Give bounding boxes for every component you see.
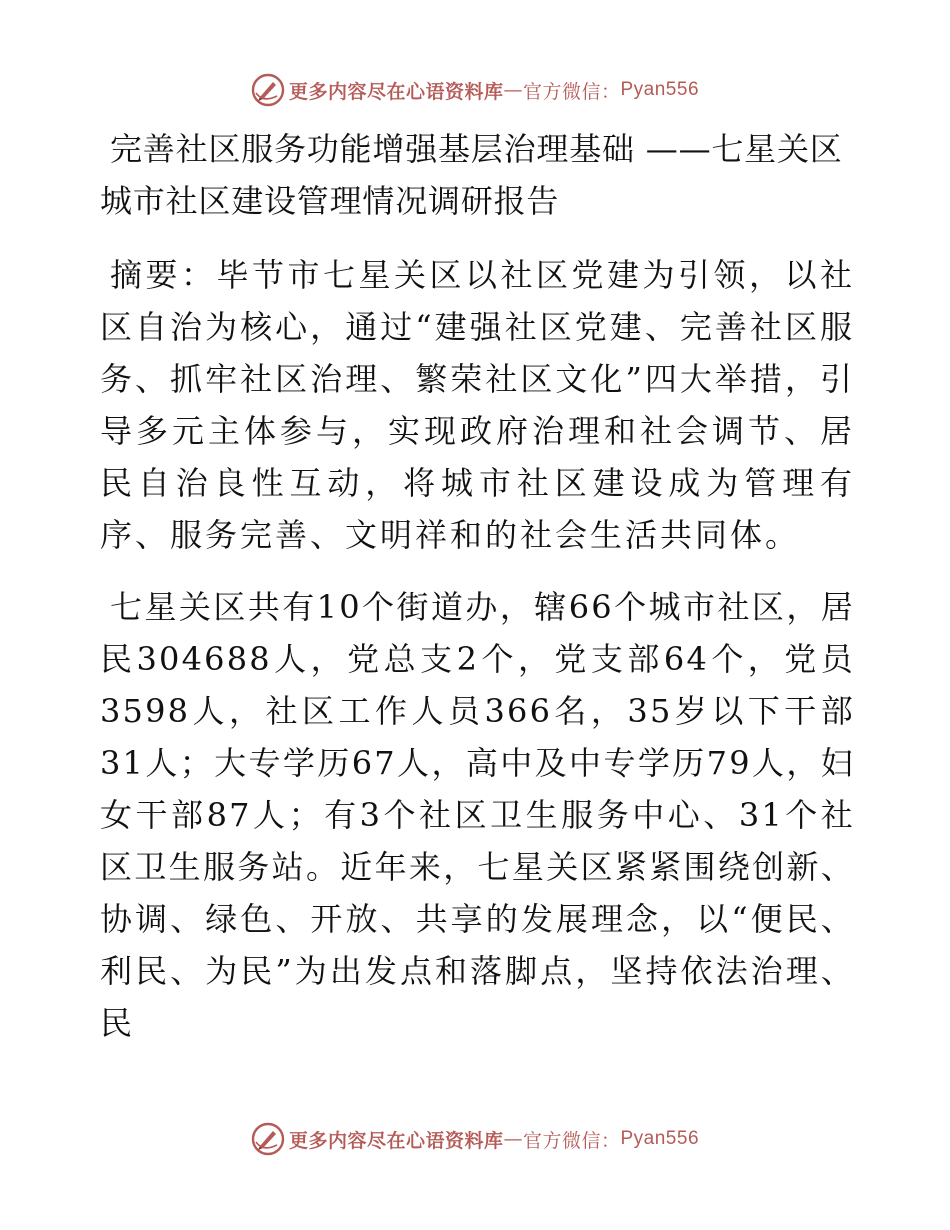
- header-banner: [0, 70, 950, 110]
- abstract-paragraph: 摘要：毕节市七星关区以社区党建为引领，以社区自治为核心，通过“建强社区党建、完善社区服务、抓牢社区治理、繁荣社区文化”四大举措，引导多元主体参与，实现政府治理和社会调节、居民自治良性互动，将城市社区建设成为管理有序、服务完善、文明祥和的社会生活共同体。: [100, 256, 855, 554]
- banner-wechat-label: 官方微信：: [522, 1129, 621, 1152]
- banner-separator: —: [503, 1128, 523, 1150]
- banner-brand-text: 更多内容尽在心语资料库: [288, 80, 504, 103]
- banner-wechat-id: Pyan556: [620, 1128, 700, 1149]
- logo-icon: [251, 1122, 285, 1156]
- document-content: [100, 123, 855, 1049]
- banner-wechat-label: 官方微信：: [522, 80, 621, 103]
- body-paragraph: 七星关区共有10个街道办，辖66个城市社区，居民304688人，党总支2个，党支部64个，党员3598人，社区工作人员366名，35岁以下干部31人；大专学历67人，高中及中专学历79人，妇女干部87人；有3个社区卫生服务中心、31个社区卫生服务站。近年来，七星关区紧紧围绕创新、协调、绿色、开放、共享的发展理念，以“便民、利民、为民”为出发点和落脚点，坚持依法治理、民: [100, 588, 855, 1042]
- banner-wechat-id: Pyan556: [620, 79, 700, 100]
- logo-icon: [251, 73, 285, 107]
- banner-brand-text: 更多内容尽在心语资料库: [288, 1129, 504, 1152]
- document-title: 完善社区服务功能增强基层治理基础 ——七星关区城市社区建设管理情况调研报告: [100, 130, 843, 220]
- footer-banner: [0, 1119, 950, 1159]
- banner-separator: —: [503, 79, 523, 101]
